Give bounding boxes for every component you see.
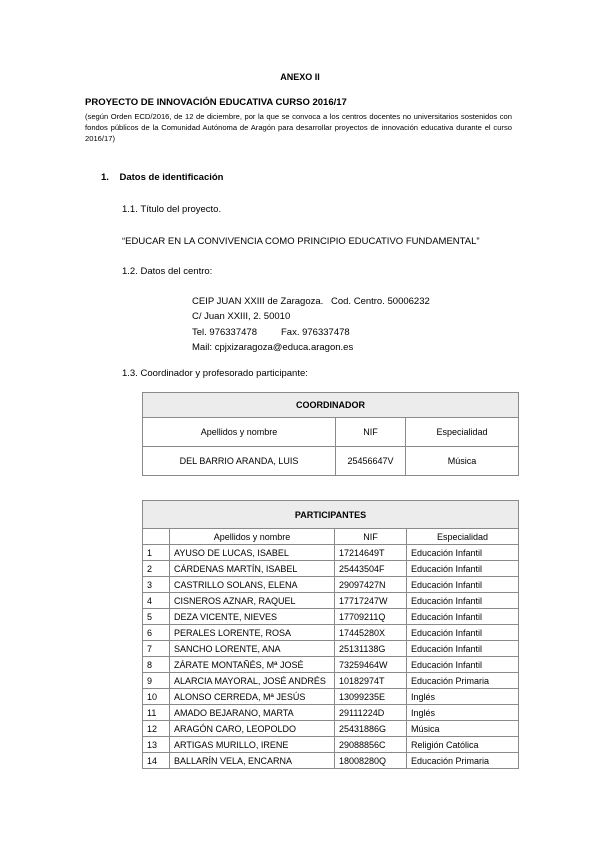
coordinator-specialty: Música	[406, 447, 519, 476]
participant-specialty: Música	[407, 721, 519, 737]
participant-specialty: Inglés	[407, 705, 519, 721]
participant-name: ALONSO CERREDA, Mª JESÚS	[170, 689, 335, 705]
participant-specialty: Educación Infantil	[407, 561, 519, 577]
participant-specialty: Educación Infantil	[407, 641, 519, 657]
participant-nif: 25443504F	[335, 561, 407, 577]
participant-number: 3	[143, 577, 170, 593]
participant-number: 13	[143, 737, 170, 753]
participant-number: 9	[143, 673, 170, 689]
participant-number: 10	[143, 689, 170, 705]
table-row	[143, 689, 519, 705]
center-name: CEIP JUAN XXIII de Zaragoza.	[192, 296, 324, 307]
section-1-title: 1. Datos de identificación	[101, 172, 224, 183]
participant-number: 6	[143, 625, 170, 641]
column-header-specialty: Especialidad	[407, 529, 519, 545]
participant-number: 5	[143, 609, 170, 625]
participant-specialty: Educación Infantil	[407, 545, 519, 561]
participant-name: CISNEROS AZNAR, RAQUEL	[170, 593, 335, 609]
table-row	[143, 753, 519, 769]
participant-name: ALARCIA MAYORAL, JOSÉ ANDRÉS	[170, 673, 335, 689]
project-title-label: 1.1. Título del proyecto.	[122, 204, 222, 215]
participant-name: CASTRILLO SOLANS, ELENA	[170, 577, 335, 593]
annex-heading: ANEXO II	[280, 72, 320, 82]
table-row	[143, 561, 519, 577]
staff-label: 1.3. Coordinador y profesorado participante:	[122, 368, 308, 379]
participant-specialty: Educación Infantil	[407, 609, 519, 625]
table-row	[143, 721, 519, 737]
coordinator-nif: 25456647V	[336, 447, 406, 476]
participant-name: BALLARÍN VELA, ENCARNA	[170, 753, 335, 769]
participant-specialty: Educación Infantil	[407, 657, 519, 673]
participant-nif: 17709211Q	[335, 609, 407, 625]
coordinator-table-title: COORDINADOR	[143, 393, 519, 418]
column-header-number	[143, 529, 170, 545]
participant-specialty: Educación Primaria	[407, 753, 519, 769]
participant-number: 14	[143, 753, 170, 769]
participants-table	[142, 500, 519, 769]
participant-nif: 13099235E	[335, 689, 407, 705]
table-row	[143, 625, 519, 641]
participant-name: PERALES LORENTE, ROSA	[170, 625, 335, 641]
center-address: C/ Juan XXIII, 2. 50010	[192, 311, 291, 322]
participant-nif: 18008280Q	[335, 753, 407, 769]
participant-number: 2	[143, 561, 170, 577]
participant-specialty: Educación Primaria	[407, 673, 519, 689]
project-note: (según Orden ECD/2016, de 12 de diciembre, por la que se convoca a los centros docentes no universitarios sostenidos con fondos públicos de la Comunidad Autónoma de Aragón para desarrollar proyectos de innovación educativa durante el curso 2016/17)	[85, 112, 512, 143]
participant-nif: 29111224D	[335, 705, 407, 721]
table-row	[143, 705, 519, 721]
participant-name: DEZA VICENTE, NIEVES	[170, 609, 335, 625]
participant-number: 11	[143, 705, 170, 721]
participant-specialty: Inglés	[407, 689, 519, 705]
coordinator-table	[142, 392, 519, 476]
participant-name: AYUSO DE LUCAS, ISABEL	[170, 545, 335, 561]
table-row	[143, 673, 519, 689]
project-title-value: “EDUCAR EN LA CONVIVENCIA COMO PRINCIPIO EDUCATIVO FUNDAMENTAL”	[122, 236, 480, 247]
participant-nif: 29088856C	[335, 737, 407, 753]
participant-number: 4	[143, 593, 170, 609]
participant-name: CÁRDENAS MARTÍN, ISABEL	[170, 561, 335, 577]
participant-nif: 17445280X	[335, 625, 407, 641]
participant-name: ARTIGAS MURILLO, IRENE	[170, 737, 335, 753]
center-phone: Tel. 976337478	[192, 327, 257, 338]
column-header-name: Apellidos y nombre	[143, 418, 336, 447]
participant-number: 1	[143, 545, 170, 561]
table-row	[143, 609, 519, 625]
participant-number: 7	[143, 641, 170, 657]
project-title: PROYECTO DE INNOVACIÓN EDUCATIVA CURSO 2016/17	[85, 97, 347, 108]
participant-specialty: Educación Infantil	[407, 593, 519, 609]
participant-nif: 25131138G	[335, 641, 407, 657]
column-header-nif: NIF	[336, 418, 406, 447]
center-code: Cod. Centro. 50006232	[331, 296, 430, 307]
participant-nif: 17214649T	[335, 545, 407, 561]
participant-nif: 17717247W	[335, 593, 407, 609]
participant-specialty: Educación Infantil	[407, 577, 519, 593]
center-fax: Fax. 976337478	[281, 327, 350, 338]
participant-number: 12	[143, 721, 170, 737]
participant-name: ZÁRATE MONTAÑÉS, Mª JOSÉ	[170, 657, 335, 673]
table-row	[143, 641, 519, 657]
participant-number: 8	[143, 657, 170, 673]
participant-nif: 25431886G	[335, 721, 407, 737]
table-row	[143, 577, 519, 593]
table-row	[143, 657, 519, 673]
participant-name: ARAGÓN CARO, LEOPOLDO	[170, 721, 335, 737]
participant-nif: 29097427N	[335, 577, 407, 593]
participant-specialty: Religión Católica	[407, 737, 519, 753]
center-data-label: 1.2. Datos del centro:	[122, 266, 213, 277]
coordinator-name: DEL BARRIO ARANDA, LUIS	[143, 447, 336, 476]
participant-nif: 10182974T	[335, 673, 407, 689]
center-email: Mail: cpjxizaragoza@educa.aragon.es	[192, 342, 354, 353]
column-header-nif: NIF	[335, 529, 407, 545]
table-row	[143, 593, 519, 609]
participant-name: SANCHO LORENTE, ANA	[170, 641, 335, 657]
table-row	[143, 545, 519, 561]
participant-nif: 73259464W	[335, 657, 407, 673]
participant-name: AMADO BEJARANO, MARTA	[170, 705, 335, 721]
participant-specialty: Educación Infantil	[407, 625, 519, 641]
column-header-specialty: Especialidad	[406, 418, 519, 447]
participants-table-title: PARTICIPANTES	[143, 501, 519, 529]
column-header-name: Apellidos y nombre	[170, 529, 335, 545]
table-row	[143, 737, 519, 753]
